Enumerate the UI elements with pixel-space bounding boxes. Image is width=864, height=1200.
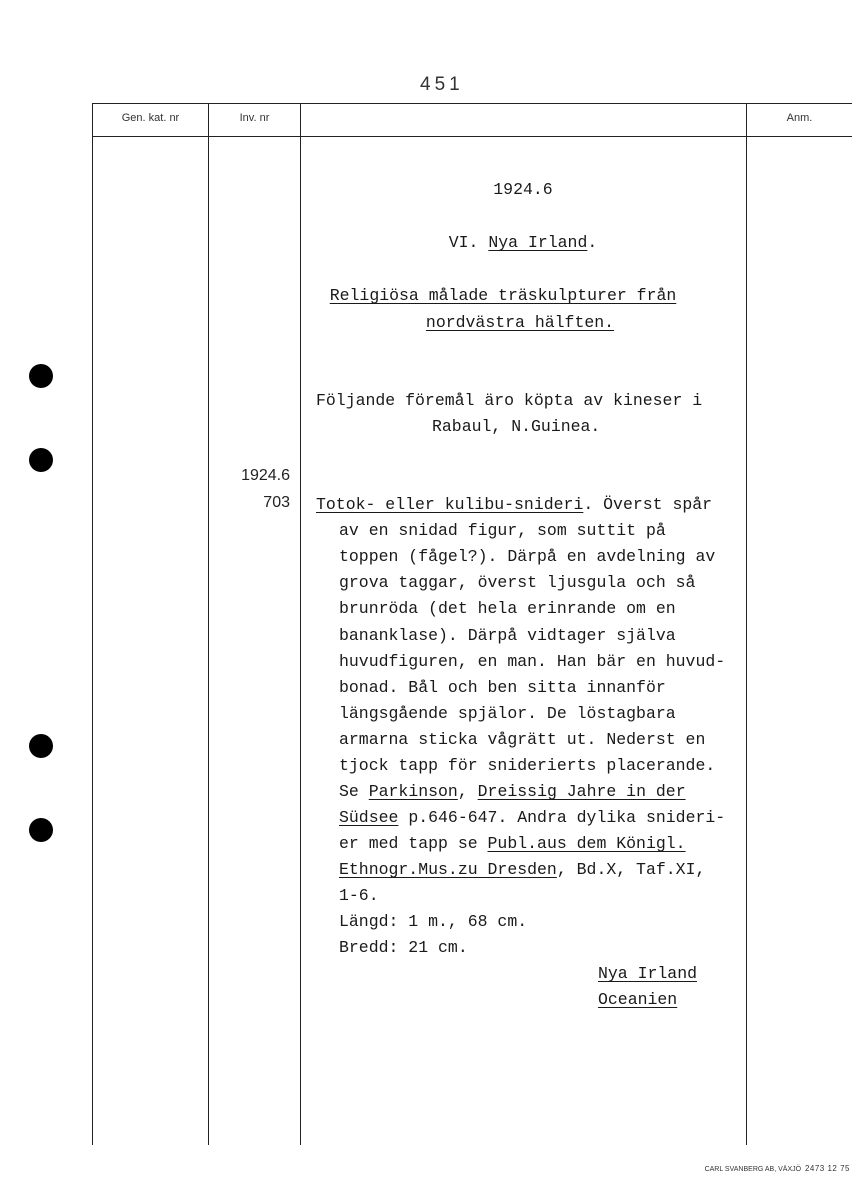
ref2-work-b: Ethnogr.Mus.zu Dresden	[339, 860, 557, 879]
reference-line-2	[339, 808, 725, 827]
description-line: tjock tapp för sniderierts placerande.	[339, 756, 716, 775]
description-line: av en snidad figur, som suttit på	[339, 521, 666, 540]
punch-hole-1	[29, 364, 53, 388]
ref2-pre: er med tapp se	[339, 834, 488, 853]
description-line: brunröda (det hela erinrande om en	[339, 599, 676, 618]
column-rule-inv-main	[300, 103, 301, 1145]
reference-line-1	[339, 782, 686, 801]
object-title: Totok- eller kulibu-snideri	[316, 495, 584, 514]
punch-hole-2	[29, 448, 53, 472]
inventory-year: 1924.6	[241, 467, 290, 484]
region-heading	[300, 233, 746, 252]
column-rule-left	[92, 103, 93, 1145]
description-line: längsgående spjälor. De löstagbara	[339, 704, 676, 723]
header-top-rule	[92, 103, 852, 104]
description-first-line	[316, 495, 712, 514]
reference-line-4	[339, 860, 705, 879]
width-measurement: Bredd: 21 cm.	[339, 938, 468, 957]
ref1-sep: ,	[457, 782, 478, 801]
description-line: bonad. Bål och ben sitta innanför	[339, 678, 666, 697]
classification-region: Nya Irland	[598, 964, 698, 983]
region-name: Nya Irland	[488, 233, 588, 252]
punch-hole-4	[29, 818, 53, 842]
column-rule-main-anm	[746, 103, 747, 1145]
region-prefix: VI.	[448, 233, 479, 252]
description-line: armarna sticka vågrätt ut. Nederst en	[339, 730, 706, 749]
ref2-post: , Bd.X, Taf.XI,	[556, 860, 706, 879]
description-line: bananklase). Därpå vidtager själva	[339, 626, 676, 645]
page-number: 451	[420, 74, 464, 95]
description-line: toppen (fågel?). Därpå en avdelning av	[339, 547, 716, 566]
ref2-work-a: Publ.aus dem Königl.	[487, 834, 686, 853]
provenance-line-2: Rabaul, N.Guinea.	[432, 417, 601, 436]
form-code: 2473 12 75	[804, 1164, 850, 1173]
ref1-pages: p.646-647. Andra dylika snideri-	[398, 808, 726, 827]
column-rule-gen-inv	[208, 103, 209, 1145]
ref1-author: Parkinson	[368, 782, 458, 801]
ref1-work-b: Südsee	[339, 808, 399, 827]
header-anm: Anm.	[786, 112, 813, 124]
subtitle-line-2: nordvästra hälften.	[425, 313, 615, 332]
classification-continent: Oceanien	[598, 990, 678, 1009]
subtitle-line-1: Religiösa målade träskulpturer från	[329, 286, 677, 305]
header-gen-kat-nr: Gen. kat. nr	[121, 112, 180, 124]
ref1-pre: Se	[339, 782, 369, 801]
reference-line-3	[339, 834, 686, 853]
header-bottom-rule	[92, 136, 852, 137]
printer-imprint	[705, 1164, 850, 1173]
provenance-line-1: Följande föremål äro köpta av kineser i	[316, 391, 703, 410]
inventory-number: 703	[263, 494, 290, 511]
description-line: grova taggar, överst ljusgula och så	[339, 573, 696, 592]
punch-hole-3	[29, 734, 53, 758]
ref1-work-a: Dreissig Jahre in der	[477, 782, 686, 801]
header-inv-nr: Inv. nr	[239, 112, 270, 124]
reference-line-5: 1-6.	[339, 886, 379, 905]
entry-id: 1924.6	[493, 180, 553, 199]
region-suffix: .	[587, 233, 598, 252]
description-first-rest: . Överst spår	[583, 495, 713, 514]
description-line: huvudfiguren, en man. Han bär en huvud-	[339, 652, 726, 671]
length-measurement: Längd: 1 m., 68 cm.	[339, 912, 528, 931]
printer-name: CARL SVANBERG AB, VÄXJÖ	[704, 1166, 802, 1173]
